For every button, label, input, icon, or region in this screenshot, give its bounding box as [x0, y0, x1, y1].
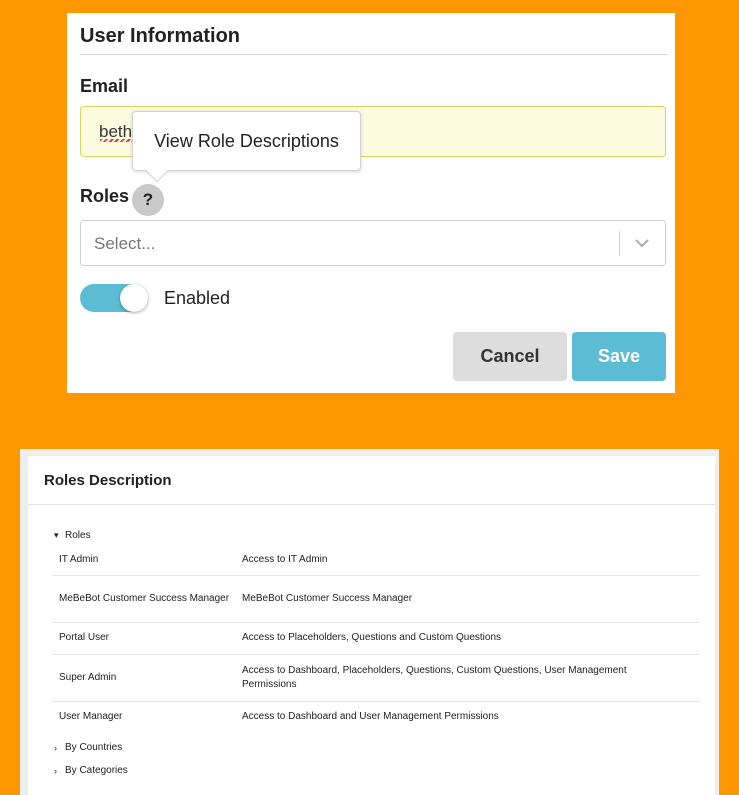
panel-title: User Information — [80, 25, 241, 47]
toggle-knob — [120, 284, 148, 312]
role-name: MeBeBot Customer Success Manager — [59, 592, 230, 604]
user-information-panel — [67, 13, 675, 393]
table-row — [52, 576, 700, 623]
role-description: Access to IT Admin — [242, 554, 328, 566]
role-name: Super Admin — [59, 671, 117, 683]
tree-node-label: Roles — [65, 530, 91, 541]
cancel-button[interactable]: Cancel — [453, 332, 567, 381]
table-row — [52, 655, 700, 702]
select-separator — [619, 231, 620, 256]
title-divider — [28, 504, 715, 505]
tooltip-text: View Role Descriptions — [154, 130, 339, 151]
tooltip-arrow — [146, 160, 169, 183]
table-row — [52, 623, 700, 655]
roles-description-panel — [28, 456, 715, 795]
caret-right-icon: › — [54, 765, 57, 776]
email-label: Email — [80, 76, 129, 96]
role-description: Access to Placeholders, Questions and Custom Questions — [242, 632, 502, 644]
roles-select-placeholder: Select... — [94, 234, 156, 253]
tree-node-label: By Categories — [65, 765, 128, 776]
role-descriptions-tooltip[interactable] — [132, 111, 361, 171]
tree-node-by-categories[interactable] — [54, 765, 128, 776]
title-divider — [80, 54, 667, 55]
role-name: User Manager — [59, 710, 123, 722]
question-mark-icon[interactable]: ? — [132, 184, 164, 216]
enabled-label: Enabled — [164, 288, 231, 308]
tree-node-by-countries[interactable] — [54, 742, 122, 753]
role-description: Access to Dashboard and User Management Permissions — [242, 710, 499, 722]
table-row — [52, 546, 700, 576]
table-row — [52, 702, 700, 732]
role-description: MeBeBot Customer Success Manager — [242, 592, 413, 604]
roles-table — [52, 546, 700, 732]
panel-title: Roles Description — [44, 472, 172, 489]
caret-right-icon: › — [54, 742, 57, 753]
chevron-down-icon[interactable] — [633, 234, 651, 252]
roles-select[interactable] — [80, 220, 666, 266]
tree-node-label: By Countries — [65, 742, 123, 753]
caret-down-icon: ▾ — [54, 530, 59, 540]
spellcheck-underline — [100, 139, 134, 142]
save-button[interactable]: Save — [572, 332, 666, 381]
role-name: IT Admin — [59, 554, 99, 566]
enabled-toggle[interactable] — [80, 284, 148, 312]
role-description: Access to Dashboard, Placeholders, Questions, Custom Questions, User Management Permissions — [242, 664, 627, 690]
role-name: Portal User — [59, 632, 110, 644]
tree-node-roles[interactable] — [54, 530, 91, 541]
roles-label: Roles — [80, 186, 130, 206]
